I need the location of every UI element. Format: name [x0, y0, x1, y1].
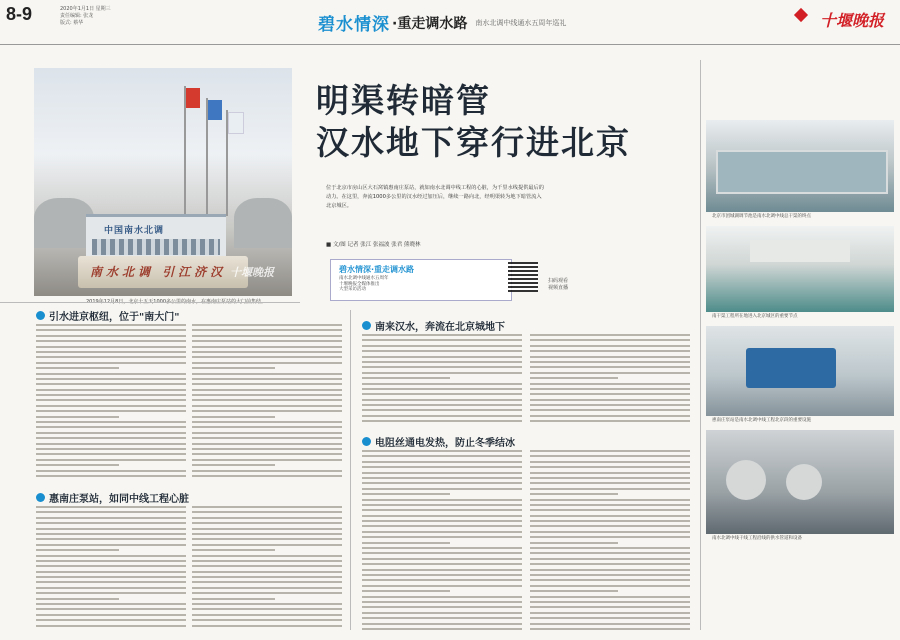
column-title-series: ·重走调水路	[392, 15, 468, 32]
text-line	[530, 377, 618, 379]
text-line	[530, 488, 690, 490]
text-line	[530, 606, 690, 608]
text-line	[362, 472, 522, 474]
text-line	[530, 596, 690, 598]
text-line	[36, 437, 186, 439]
text-line	[530, 404, 690, 406]
text-line	[192, 324, 342, 326]
text-line	[192, 362, 342, 364]
photo-caption-2: 南干渠工程所在地进入北京城区的重要节点	[712, 314, 798, 319]
text-line	[192, 437, 342, 439]
promo-text	[339, 276, 389, 293]
text-line	[36, 517, 186, 519]
photo-pump-station	[706, 326, 894, 416]
text-line	[192, 475, 342, 477]
body-text-block	[36, 324, 186, 484]
text-line	[362, 569, 522, 571]
section-title: 南来汉水，奔流在北京城地下	[375, 322, 505, 333]
text-line	[530, 420, 690, 422]
text-line	[530, 415, 690, 417]
text-line	[362, 409, 522, 411]
text-line	[192, 522, 342, 524]
bullet-icon	[36, 493, 45, 502]
text-line	[362, 617, 522, 619]
channel-building	[750, 240, 850, 262]
text-line	[362, 388, 522, 390]
text-line	[192, 443, 342, 445]
stone-monument	[78, 256, 248, 288]
text-line	[192, 506, 342, 508]
text-line	[36, 538, 186, 540]
text-line	[192, 464, 275, 466]
text-line	[530, 617, 690, 619]
divider	[0, 302, 300, 303]
divider	[700, 60, 701, 630]
text-line	[36, 549, 119, 551]
text-line	[362, 623, 522, 625]
section-heading-4	[362, 434, 515, 449]
text-line	[192, 405, 342, 407]
text-line	[36, 432, 186, 434]
text-line	[362, 488, 522, 490]
text-line	[362, 393, 522, 395]
text-line	[192, 571, 342, 573]
blue-flag-icon	[208, 100, 222, 120]
body-text-block	[192, 324, 342, 484]
text-line	[362, 345, 522, 347]
headline-line-2: 汉水地下穿行进北京	[316, 123, 631, 162]
text-line	[530, 563, 690, 565]
meta-editor: 责任编辑: 张龙	[60, 13, 94, 19]
text-line	[530, 466, 690, 468]
text-line	[530, 504, 690, 506]
photo-caption-1: 北京市团城湖调节池是南水北调中线总干渠的终点	[712, 214, 811, 219]
text-line	[530, 383, 690, 385]
text-line	[362, 515, 522, 517]
text-line	[362, 399, 522, 401]
text-line	[530, 361, 690, 363]
text-line	[530, 509, 690, 511]
text-line	[36, 416, 119, 418]
text-line	[192, 399, 342, 401]
text-line	[362, 461, 522, 463]
text-line	[530, 350, 690, 352]
text-line	[192, 625, 342, 627]
text-line	[36, 464, 119, 466]
text-line	[362, 628, 522, 630]
text-line	[36, 587, 186, 589]
column-subtitle: 南水北调中线通水五周年巡礼	[475, 18, 567, 27]
text-line	[362, 455, 522, 457]
text-line	[36, 581, 186, 583]
text-line	[36, 533, 186, 535]
text-line	[530, 482, 690, 484]
text-line	[192, 356, 342, 358]
text-line	[36, 576, 186, 578]
text-line	[192, 560, 342, 562]
text-line	[362, 531, 522, 533]
text-line	[192, 459, 342, 461]
text-line	[192, 619, 342, 621]
text-line	[530, 399, 690, 401]
text-line	[530, 388, 690, 390]
text-line	[36, 324, 186, 326]
text-line	[36, 598, 119, 600]
text-line	[36, 335, 186, 337]
text-line	[36, 565, 186, 567]
text-line	[530, 372, 690, 374]
body-text-block	[36, 506, 186, 634]
national-flag-icon	[186, 88, 200, 108]
text-line	[362, 466, 522, 468]
text-line	[530, 499, 690, 501]
text-line	[36, 614, 186, 616]
text-line	[36, 410, 186, 412]
body-text-block	[362, 450, 522, 634]
section-title: 引水进京枢纽，位于"南大门"	[49, 312, 180, 323]
text-line	[36, 421, 186, 423]
page-header	[0, 0, 900, 45]
text-line	[362, 558, 522, 560]
text-line	[36, 506, 186, 508]
qr-caption-line: 扫码观看	[548, 278, 569, 284]
text-line	[192, 511, 342, 513]
text-line	[530, 552, 690, 554]
text-line	[530, 356, 690, 358]
photo-caption-4: 南水北调中线干线工程沿线的供水管道和设备	[712, 536, 802, 541]
text-line	[192, 378, 342, 380]
text-line	[530, 477, 690, 479]
text-line	[362, 350, 522, 352]
text-line	[362, 383, 522, 385]
text-line	[362, 404, 522, 406]
pump-machine	[746, 348, 836, 388]
text-line	[530, 574, 690, 576]
text-line	[362, 520, 522, 522]
text-line	[192, 421, 342, 423]
text-line	[192, 470, 342, 472]
section-title: 电阻丝通电发热，防止冬季结冰	[375, 438, 515, 449]
text-line	[192, 614, 342, 616]
text-line	[530, 345, 690, 347]
text-line	[362, 574, 522, 576]
byline: ■ 文/图 记者 张江 张福波 张君 熊晓林	[326, 242, 421, 248]
text-line	[530, 558, 690, 560]
text-line	[530, 547, 690, 549]
qr-caption	[548, 278, 568, 292]
body-text-block	[530, 334, 690, 428]
text-line	[36, 383, 186, 385]
qr-code-icon[interactable]	[508, 262, 538, 292]
divider	[350, 310, 351, 630]
reservoir-pool	[716, 150, 888, 194]
text-line	[362, 415, 522, 417]
column-title	[318, 10, 566, 35]
text-line	[36, 459, 186, 461]
building-windows	[92, 239, 220, 255]
text-line	[36, 356, 186, 358]
text-line	[530, 450, 690, 452]
photo-caption-3: 惠南庄泵站是南水北调中线工程北京段的重要设施	[712, 418, 811, 423]
text-line	[530, 520, 690, 522]
text-line	[530, 455, 690, 457]
text-line	[362, 420, 522, 422]
white-flag-icon	[228, 112, 244, 134]
brand-name: 十堰晚报	[819, 11, 884, 30]
promo-line: 大型采访活动	[339, 287, 366, 292]
meta-date: 2020年1月1日 星期三	[60, 6, 111, 12]
text-line	[36, 405, 186, 407]
text-line	[36, 475, 186, 477]
text-line	[530, 612, 690, 614]
promo-box	[330, 259, 512, 301]
tree-silhouette	[34, 198, 94, 248]
text-line	[192, 544, 342, 546]
text-line	[530, 569, 690, 571]
text-line	[530, 366, 690, 368]
stone-inscription: 南水北调 引江济汉	[90, 265, 227, 279]
text-line	[530, 339, 690, 341]
text-line	[362, 585, 522, 587]
promo-line: 南水北调中线通水五周年	[339, 276, 389, 281]
text-line	[362, 601, 522, 603]
headline-line-1: 明渠转暗管	[316, 81, 491, 120]
page-number: 8-9	[6, 4, 33, 24]
text-line	[36, 603, 186, 605]
text-line	[362, 504, 522, 506]
text-line	[530, 585, 690, 587]
body-text-block	[362, 334, 522, 428]
text-line	[36, 619, 186, 621]
text-line	[192, 528, 342, 530]
text-line	[36, 448, 186, 450]
text-line	[36, 389, 186, 391]
text-line	[192, 373, 342, 375]
section-heading-3	[362, 318, 505, 333]
text-line	[362, 596, 522, 598]
text-line	[192, 367, 275, 369]
text-line	[36, 453, 186, 455]
text-line	[530, 579, 690, 581]
text-line	[192, 592, 342, 594]
text-line	[36, 528, 186, 530]
photo-watermark: 十堰晚报	[230, 266, 274, 279]
section-heading-1	[36, 308, 179, 323]
text-line	[362, 477, 522, 479]
text-line	[192, 351, 342, 353]
text-line	[530, 409, 690, 411]
body-text-block	[192, 506, 342, 634]
hero-photo	[34, 68, 292, 296]
text-line	[192, 587, 342, 589]
text-line	[36, 571, 186, 573]
qr-caption-line: 视频直播	[548, 285, 569, 291]
text-line	[530, 628, 690, 630]
meta-designer: 版式: 蔡华	[60, 20, 84, 26]
promo-title: 碧水情深·重走调水路	[339, 265, 415, 274]
text-line	[362, 509, 522, 511]
text-line	[362, 525, 522, 527]
photo-pipes	[706, 430, 894, 534]
text-line	[362, 547, 522, 549]
text-line	[192, 432, 342, 434]
column-title-main: 碧水情深	[318, 15, 390, 35]
section-title: 惠南庄泵站，如同中线工程心脏	[49, 494, 189, 505]
text-line	[362, 366, 522, 368]
text-line	[530, 601, 690, 603]
text-line	[362, 542, 450, 544]
bullet-icon	[36, 311, 45, 320]
text-line	[362, 493, 450, 495]
text-line	[192, 598, 275, 600]
text-line	[36, 511, 186, 513]
text-line	[362, 339, 522, 341]
text-line	[192, 340, 342, 342]
text-line	[530, 531, 690, 533]
bullet-icon	[362, 437, 371, 446]
text-line	[362, 563, 522, 565]
text-line	[36, 560, 186, 562]
text-line	[362, 579, 522, 581]
text-line	[192, 448, 342, 450]
text-line	[530, 334, 690, 336]
text-line	[192, 426, 342, 428]
text-line	[36, 340, 186, 342]
text-line	[362, 499, 522, 501]
text-line	[192, 608, 342, 610]
text-line	[362, 482, 522, 484]
text-line	[362, 372, 522, 374]
text-line	[192, 346, 342, 348]
text-line	[192, 576, 342, 578]
text-line	[36, 625, 186, 627]
photo-channel	[706, 226, 894, 312]
text-line	[192, 533, 342, 535]
headline	[316, 80, 631, 164]
text-line	[192, 538, 342, 540]
text-line	[36, 544, 186, 546]
text-line	[192, 549, 275, 551]
photo-reservoir	[706, 120, 894, 212]
text-line	[192, 565, 342, 567]
text-line	[530, 393, 690, 395]
tree-silhouette	[234, 198, 292, 248]
section-heading-2	[36, 490, 189, 505]
text-line	[36, 394, 186, 396]
text-line	[36, 346, 186, 348]
building	[86, 214, 226, 261]
text-line	[36, 373, 186, 375]
text-line	[36, 443, 186, 445]
text-line	[362, 334, 522, 336]
text-line	[192, 555, 342, 557]
text-line	[36, 367, 119, 369]
bullet-icon	[362, 321, 371, 330]
brand-logo-icon	[794, 8, 808, 22]
text-line	[192, 329, 342, 331]
text-line	[36, 470, 186, 472]
text-line	[362, 606, 522, 608]
text-line	[362, 356, 522, 358]
body-text-block	[530, 450, 690, 634]
text-line	[36, 555, 186, 557]
text-line	[362, 612, 522, 614]
text-line	[530, 542, 618, 544]
text-line	[362, 377, 450, 379]
text-line	[530, 525, 690, 527]
text-line	[192, 517, 342, 519]
text-line	[36, 426, 186, 428]
text-line	[530, 623, 690, 625]
text-line	[36, 329, 186, 331]
pipe-opening	[726, 460, 766, 500]
text-line	[530, 461, 690, 463]
text-line	[530, 536, 690, 538]
promo-line: 十堰晚报全媒体推出	[339, 281, 380, 287]
text-line	[36, 378, 186, 380]
text-line	[192, 335, 342, 337]
text-line	[36, 592, 186, 594]
text-line	[530, 493, 618, 495]
text-line	[36, 522, 186, 524]
text-line	[192, 453, 342, 455]
pipe-opening	[786, 464, 822, 500]
text-line	[192, 383, 342, 385]
text-line	[192, 603, 342, 605]
text-line	[36, 351, 186, 353]
page-meta	[60, 6, 120, 27]
text-line	[192, 410, 342, 412]
text-line	[362, 590, 450, 592]
text-line	[192, 389, 342, 391]
text-line	[530, 590, 618, 592]
text-line	[530, 472, 690, 474]
text-line	[530, 515, 690, 517]
text-line	[36, 399, 186, 401]
building-sign: 中国南水北调	[104, 226, 165, 236]
text-line	[362, 552, 522, 554]
text-line	[362, 361, 522, 363]
text-line	[362, 450, 522, 452]
text-line	[192, 416, 275, 418]
text-line	[36, 362, 186, 364]
text-line	[192, 394, 342, 396]
lead-paragraph: 位于北京市房山区大石窝镇惠南庄泵站，就如南水北调中线工程的心脏，为千里水线提供最后的动力。在这里，奔流1000多公里的汉水经过加压后，继续一路向北，经明渠转为地下暗管流入北京城区。	[326, 185, 544, 209]
text-line	[362, 536, 522, 538]
text-line	[36, 608, 186, 610]
text-line	[192, 581, 342, 583]
